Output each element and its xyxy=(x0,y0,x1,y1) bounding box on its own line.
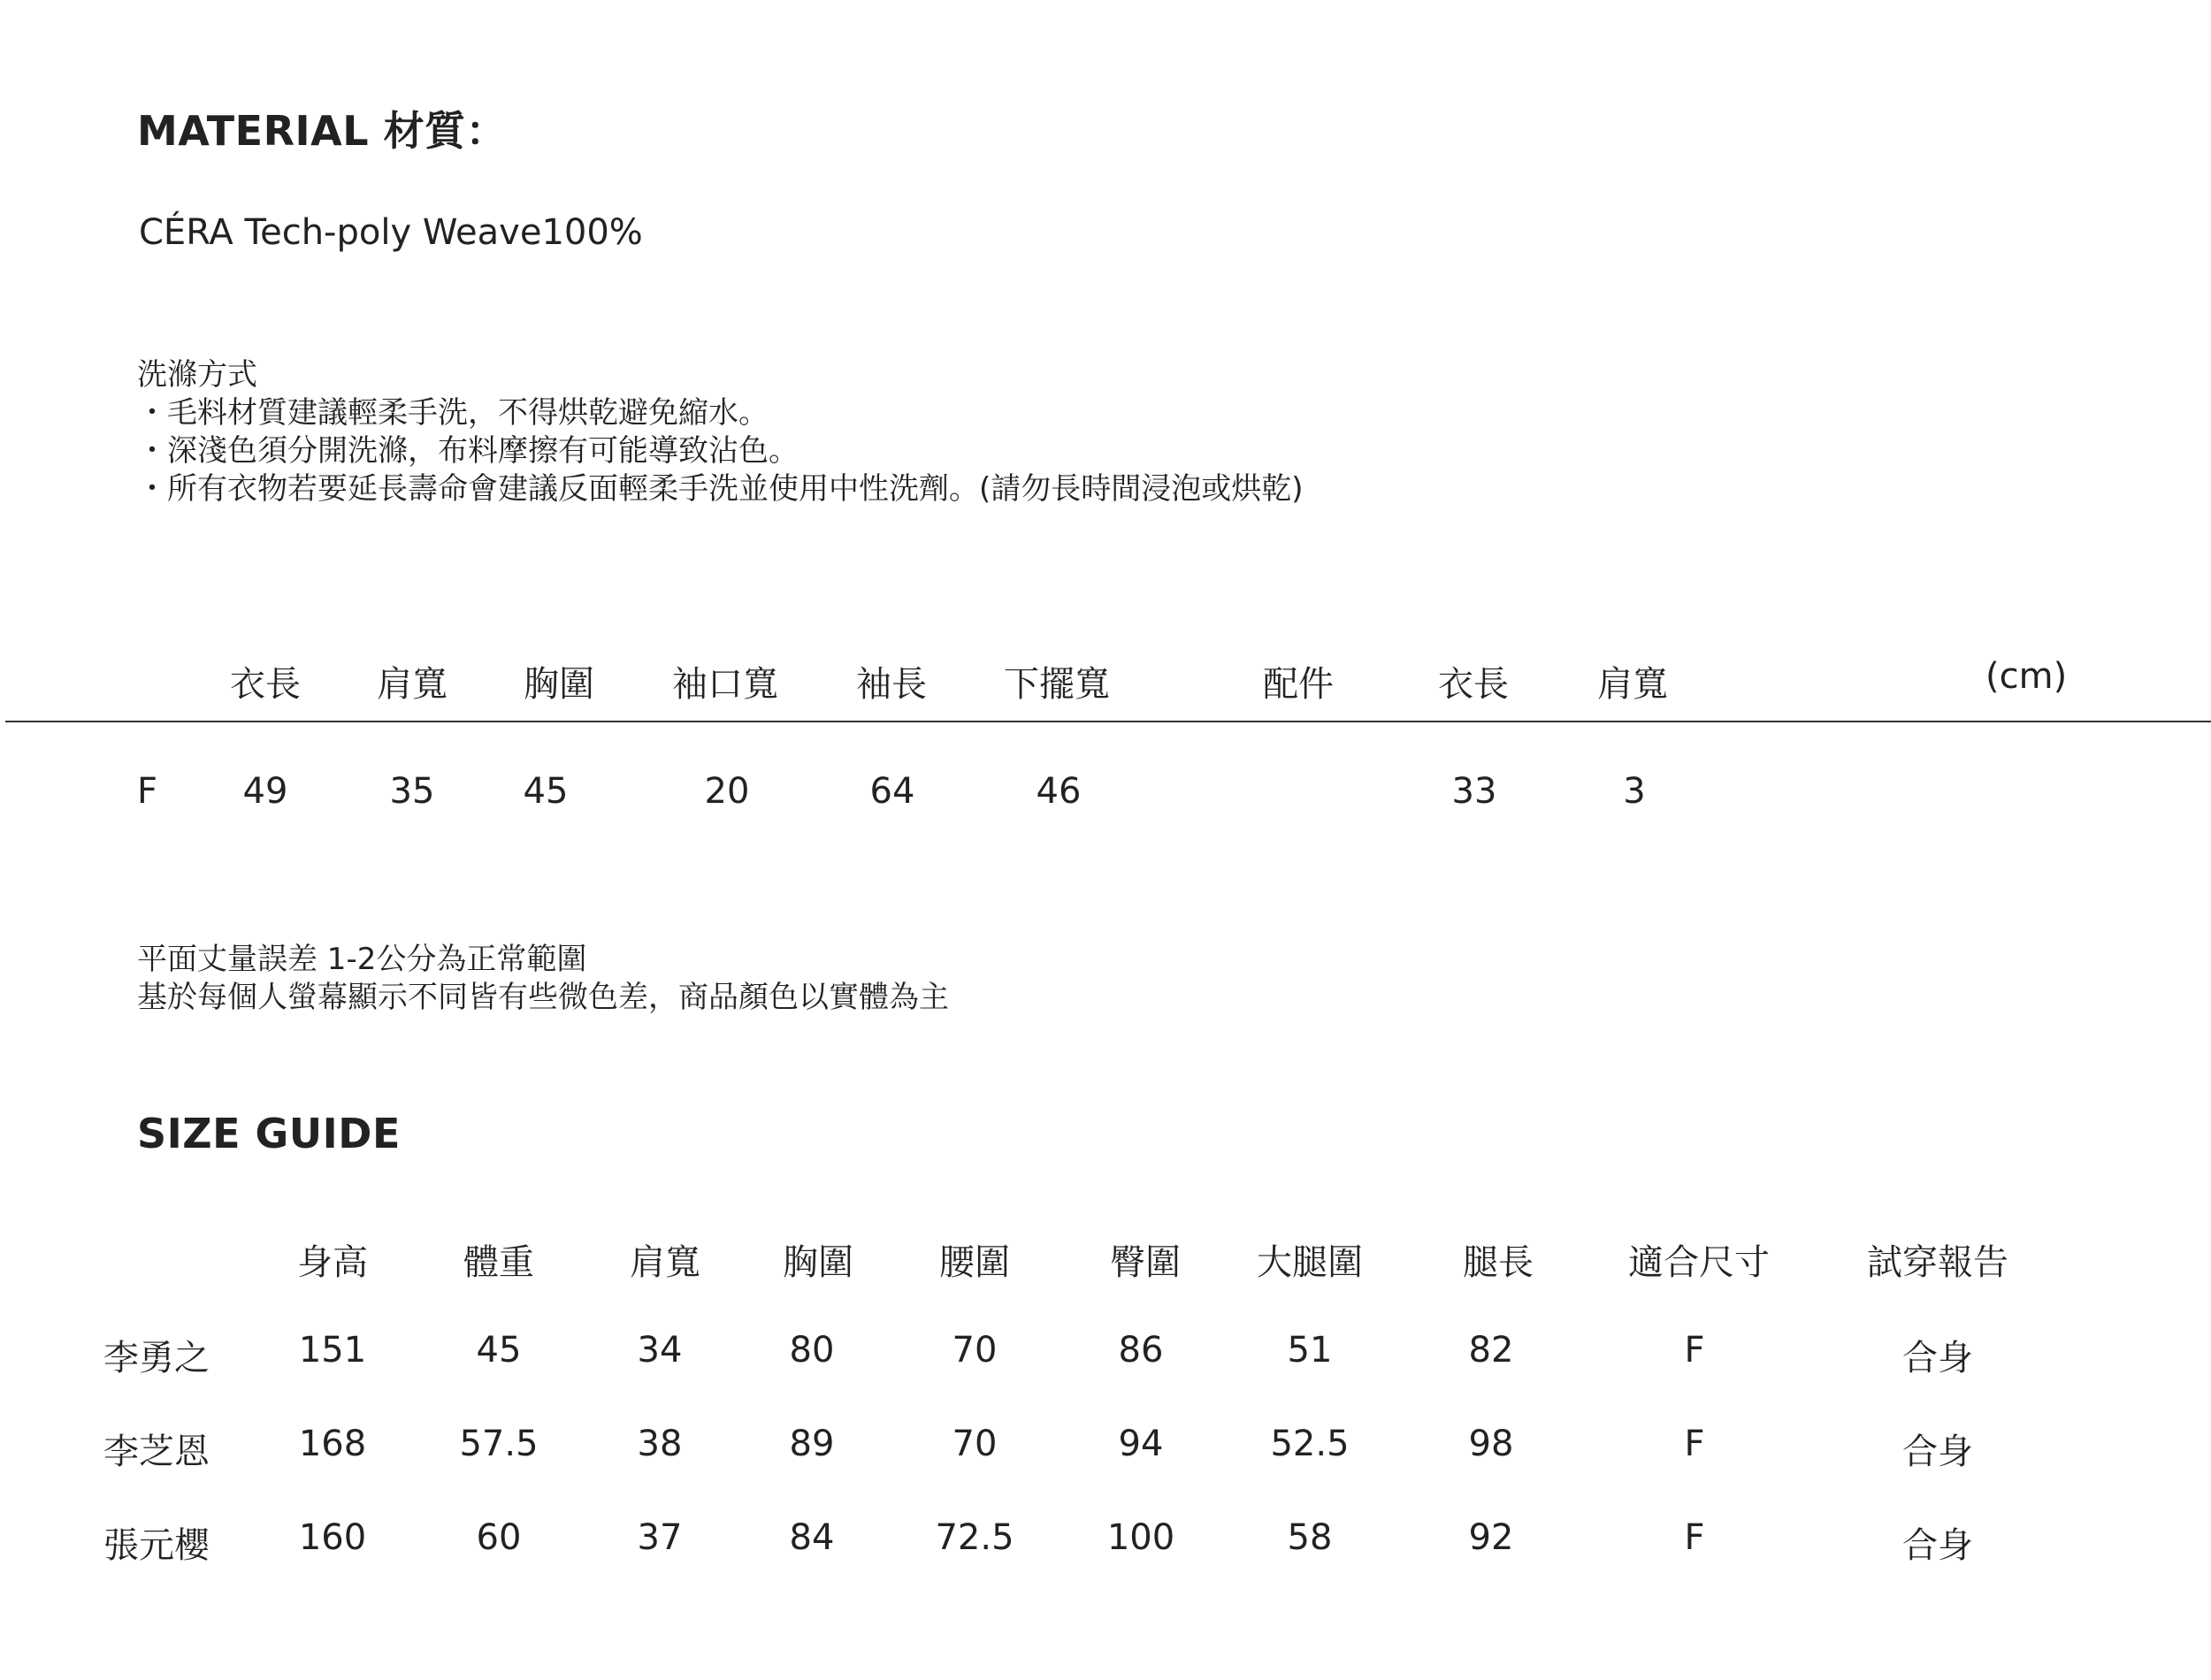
guide-header: 大腿圍 xyxy=(1257,1242,1363,1283)
measure-header: 袖口寬 xyxy=(672,664,778,705)
guide-header: 試穿報告 xyxy=(1867,1242,2008,1283)
guide-value: 168 xyxy=(298,1424,367,1464)
note-line: 平面丈量誤差 1-2公分為正常範圍 xyxy=(137,942,587,977)
guide-value: 89 xyxy=(789,1424,835,1464)
measure-header: 肩寬 xyxy=(377,664,448,705)
measure-header: 衣長 xyxy=(230,664,301,705)
guide-value: 57.5 xyxy=(459,1424,539,1464)
care-section xyxy=(137,356,1304,508)
guide-value: 合身 xyxy=(1902,1338,1973,1378)
guide-value: 82 xyxy=(1468,1330,1514,1371)
guide-header: 胸圍 xyxy=(783,1242,853,1283)
measure-header: 袖長 xyxy=(856,664,927,705)
guide-value: 72.5 xyxy=(935,1517,1014,1558)
guide-value: F xyxy=(1684,1424,1705,1464)
guide-value: 86 xyxy=(1118,1330,1164,1371)
guide-value: 92 xyxy=(1468,1517,1514,1558)
measure-value: 45 xyxy=(523,771,569,812)
guide-value: 151 xyxy=(298,1330,367,1371)
measure-header: 肩寬 xyxy=(1597,664,1668,705)
guide-header: 腿長 xyxy=(1463,1242,1534,1283)
guide-value: 合身 xyxy=(1902,1525,1973,1566)
measure-value: 33 xyxy=(1451,771,1497,812)
guide-header: 肩寬 xyxy=(630,1242,700,1283)
care-line: ・深淺色須分開洗滌，布料摩擦有可能導致沾色。 xyxy=(137,433,799,469)
guide-value: 94 xyxy=(1118,1424,1164,1464)
care-line: ・毛料材質建議輕柔手洗，不得烘乾避免縮水。 xyxy=(137,395,769,431)
model-name: 李勇之 xyxy=(103,1338,210,1378)
measure-header: 下擺寬 xyxy=(1004,664,1110,705)
guide-value: 37 xyxy=(637,1517,683,1558)
size-guide-title: SIZE GUIDE xyxy=(137,1110,401,1157)
guide-header: 臀圍 xyxy=(1110,1242,1181,1283)
guide-value: F xyxy=(1684,1517,1705,1558)
guide-header: 腰圍 xyxy=(939,1242,1010,1283)
guide-value: 38 xyxy=(637,1424,683,1464)
table-divider xyxy=(5,721,2211,722)
measure-header: 胸圍 xyxy=(524,664,594,705)
guide-header: 體重 xyxy=(463,1242,534,1283)
guide-value: 45 xyxy=(476,1330,522,1371)
measure-header: 配件 xyxy=(1263,664,1334,705)
guide-value: 58 xyxy=(1287,1517,1333,1558)
guide-value: 合身 xyxy=(1902,1432,1973,1472)
measure-value: 49 xyxy=(242,771,288,812)
measure-header: 衣長 xyxy=(1438,664,1509,705)
guide-header: 身高 xyxy=(297,1242,368,1283)
guide-value: 51 xyxy=(1287,1330,1333,1371)
guide-value: 98 xyxy=(1468,1424,1514,1464)
measure-value: 3 xyxy=(1623,771,1646,812)
unit-label: (cm) xyxy=(1985,656,2068,697)
measure-value: 46 xyxy=(1036,771,1082,812)
material-fabric: CÉRA Tech-poly Weave100% xyxy=(139,212,643,253)
model-name: 張元櫻 xyxy=(103,1525,210,1566)
size-label: F xyxy=(137,771,158,812)
material-title: MATERIAL 材質： xyxy=(137,107,508,155)
model-name: 李芝恩 xyxy=(103,1432,210,1472)
guide-value: 84 xyxy=(789,1517,835,1558)
guide-value: F xyxy=(1684,1330,1705,1371)
guide-value: 34 xyxy=(637,1330,683,1371)
guide-value: 70 xyxy=(952,1330,998,1371)
measurement-notes xyxy=(137,941,949,1017)
care-title: 洗滌方式 xyxy=(137,357,257,393)
measure-value: 35 xyxy=(389,771,435,812)
guide-value: 52.5 xyxy=(1270,1424,1350,1464)
guide-value: 80 xyxy=(789,1330,835,1371)
guide-value: 160 xyxy=(298,1517,367,1558)
measure-value: 20 xyxy=(704,771,750,812)
guide-header: 適合尺寸 xyxy=(1628,1242,1770,1283)
guide-value: 70 xyxy=(952,1424,998,1464)
care-line: ・所有衣物若要延長壽命會建議反面輕柔手洗並使用中性洗劑。(請勿長時間浸泡或烘乾) xyxy=(137,471,1304,507)
guide-value: 100 xyxy=(1106,1517,1175,1558)
measure-value: 64 xyxy=(869,771,915,812)
note-line: 基於每個人螢幕顯示不同皆有些微色差，商品顏色以實體為主 xyxy=(137,980,949,1015)
guide-value: 60 xyxy=(476,1517,522,1558)
